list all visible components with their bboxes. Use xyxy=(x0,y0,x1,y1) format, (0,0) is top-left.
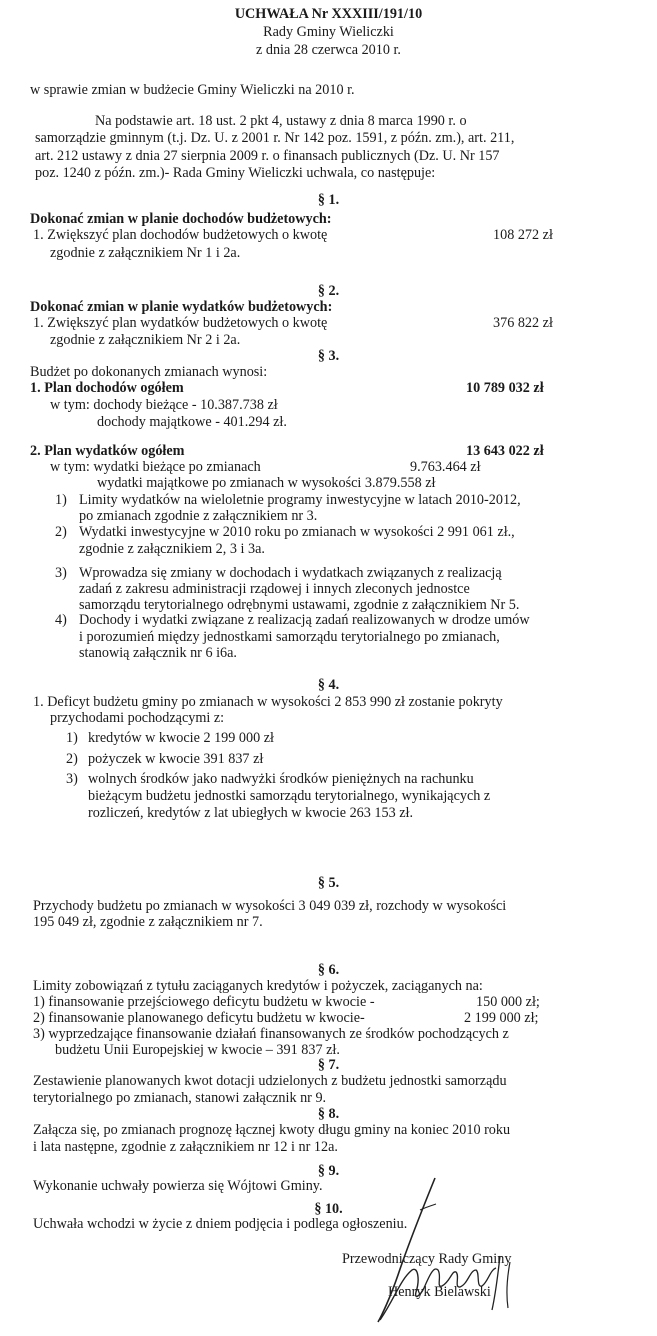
income-current: w tym: dochody bieżące - 10.387.738 zł xyxy=(50,397,278,413)
section-2-amount: 376 822 zł xyxy=(493,315,553,331)
section-1-line-2: zgodnie z załącznikiem Nr 1 i 2a. xyxy=(50,245,241,261)
s3-item-3-line-3: samorządu terytorialnego odrębnymi ustawami, zgodnie z załącznikiem Nr 5. xyxy=(79,597,520,613)
section-4-line-1: 1. Deficyt budżetu gminy po zmianach w wysokości 2 853 990 zł zostanie pokryty xyxy=(33,694,503,710)
preamble-line-3: art. 212 ustawy z dnia 27 sierpnia 2009 r. o finansach publicznych (Dz. U. Nr 157 xyxy=(35,148,500,164)
s4-item-2-line-1: pożyczek w kwocie 391 837 zł xyxy=(88,751,264,767)
section-6-intro: Limity zobowiązań z tytułu zaciąganych kredytów i pożyczek, zaciąganych na: xyxy=(33,978,483,994)
income-property: dochody majątkowe - 401.294 zł. xyxy=(97,414,287,430)
section-2-title: Dokonać zmian w planie wydatków budżetowych: xyxy=(30,299,333,315)
s3-item-4-num: 4) xyxy=(55,612,67,628)
section-7-line-2: terytorialnego po zmianach, stanowi załącznik nr 9. xyxy=(33,1090,327,1106)
section-10-line: Uchwała wchodzi w życie z dniem podjęcia i podlega ogłoszeniu. xyxy=(33,1216,408,1232)
s3-item-2-line-1: Wydatki inwestycyjne w 2010 roku po zmianach w wysokości 2 991 061 zł., xyxy=(79,524,515,540)
expense-current-amount: 9.763.464 zł xyxy=(410,459,481,475)
expense-plan-amount: 13 643 022 zł xyxy=(466,443,544,459)
section-5-heading: § 5. xyxy=(317,875,340,891)
s4-item-1-line-1: kredytów w kwocie 2 199 000 zł xyxy=(88,730,274,746)
section-6-item-1: 1) finansowanie przejściowego deficytu budżetu w kwocie - xyxy=(33,994,375,1010)
section-6-item-2-amount: 2 199 000 zł; xyxy=(464,1010,539,1026)
s4-item-3-line-3: rozliczeń, kredytów z lat ubiegłych w kwocie 263 153 zł. xyxy=(88,805,414,821)
resolution-title: UCHWAŁA Nr XXXIII/191/10 xyxy=(234,6,423,22)
income-plan-title: 1. Plan dochodów ogółem xyxy=(30,380,184,396)
s3-item-3-num: 3) xyxy=(55,565,67,581)
s3-item-3-line-1: Wprowadza się zmiany w dochodach i wydatkach związanych z realizacją xyxy=(79,565,502,581)
handwritten-signature xyxy=(360,1170,530,1330)
section-7-line-1: Zestawienie planowanych kwot dotacji udzielonych z budżetu jednostki samorządu xyxy=(33,1073,507,1089)
s4-item-2-num: 2) xyxy=(66,751,78,767)
preamble-line-4: poz. 1240 z późn. zm.)- Rada Gminy Wieliczki uchwala, co następuje: xyxy=(35,165,436,181)
section-2-heading: § 2. xyxy=(317,283,340,299)
section-2-line-1: 1. Zwiększyć plan wydatków budżetowych o kwotę xyxy=(33,315,328,331)
section-1-line-1: 1. Zwiększyć plan dochodów budżetowych o kwotę xyxy=(33,227,328,243)
s3-item-1-line-2: po zmianach zgodnie z załącznikiem nr 3. xyxy=(79,508,318,524)
section-8-line-1: Załącza się, po zmianach prognozę łącznej kwoty długu gminy na koniec 2010 roku xyxy=(33,1122,511,1138)
section-9-heading: § 9. xyxy=(317,1163,340,1179)
section-4-line-2: przychodami pochodzącymi z: xyxy=(50,710,225,726)
signatory-role: Przewodniczący Rady Gminy xyxy=(342,1251,512,1267)
resolution-date: z dnia 28 czerwca 2010 r. xyxy=(256,42,401,58)
signatory-name: Henryk Bielawski xyxy=(388,1284,491,1300)
income-plan-amount: 10 789 032 zł xyxy=(466,380,544,396)
expense-current: w tym: wydatki bieżące po zmianach xyxy=(50,459,261,475)
section-6-item-3-line-1: 3) wyprzedzające finansowanie działań finansowanych ze środków pochodzących z xyxy=(33,1026,509,1042)
section-5-line-2: 195 049 zł, zgodnie z załącznikiem nr 7. xyxy=(33,914,263,930)
preamble-line-2: samorządzie gminnym (t.j. Dz. U. z 2001 r. Nr 142 poz. 1591, z późn. zm.), art. 211, xyxy=(35,130,515,146)
section-1-amount: 108 272 zł xyxy=(493,227,553,243)
s3-item-4-line-1: Dochody i wydatki związane z realizacją zadań realizowanych w drodze umów xyxy=(79,612,530,628)
section-10-heading: § 10. xyxy=(314,1201,343,1217)
s3-item-1-line-1: Limity wydatków na wieloletnie programy inwestycyjne w latach 2010-2012, xyxy=(79,492,521,508)
section-1-heading: § 1. xyxy=(317,192,340,208)
issuer: Rady Gminy Wieliczki xyxy=(263,24,394,40)
s3-item-4-line-2: i porozumień między jednostkami samorządu terytorialnego po zmianach, xyxy=(79,629,500,645)
s3-item-1-num: 1) xyxy=(55,492,67,508)
s4-item-1-num: 1) xyxy=(66,730,78,746)
section-6-item-1-amount: 150 000 zł; xyxy=(476,994,540,1010)
section-6-heading: § 6. xyxy=(317,962,340,978)
section-8-heading: § 8. xyxy=(317,1106,340,1122)
section-3-heading: § 3. xyxy=(317,348,340,364)
expense-property: wydatki majątkowe po zmianach w wysokości 3.879.558 zł xyxy=(97,475,436,491)
section-1-title: Dokonać zmian w planie dochodów budżetowych: xyxy=(30,211,332,227)
s3-item-2-num: 2) xyxy=(55,524,67,540)
s3-item-4-line-3: stanowią załącznik nr 6 i6a. xyxy=(79,645,237,661)
preamble-line-1: Na podstawie art. 18 ust. 2 pkt 4, ustawy z dnia 8 marca 1990 r. o xyxy=(95,113,467,129)
section-4-heading: § 4. xyxy=(317,677,340,693)
section-8-line-2: i lata następne, zgodnie z załącznikiem nr 12 i nr 12a. xyxy=(33,1139,338,1155)
section-9-line: Wykonanie uchwały powierza się Wójtowi Gminy. xyxy=(33,1178,323,1194)
s4-item-3-line-2: bieżącym budżetu jednostki samorządu terytorialnego, wynikających z xyxy=(88,788,491,804)
section-6-item-3-line-2: budżetu Unii Europejskiej w kwocie – 391 837 zł. xyxy=(55,1042,340,1058)
section-7-heading: § 7. xyxy=(317,1057,340,1073)
s3-item-2-line-2: zgodnie z załącznikiem 2, 3 i 3a. xyxy=(79,541,265,557)
subject-line: w sprawie zmian w budżecie Gminy Wieliczki na 2010 r. xyxy=(30,82,355,98)
s4-item-3-num: 3) xyxy=(66,771,78,787)
section-5-line-1: Przychody budżetu po zmianach w wysokości 3 049 039 zł, rozchody w wysokości xyxy=(33,898,507,914)
s3-item-3-line-2: zadań z zakresu administracji rządowej i innych zleconych jednostce xyxy=(79,581,470,597)
expense-plan-title: 2. Plan wydatków ogółem xyxy=(30,443,185,459)
section-6-item-2: 2) finansowanie planowanego deficytu budżetu w kwocie- xyxy=(33,1010,365,1026)
s4-item-3-line-1: wolnych środków jako nadwyżki środków pieniężnych na rachunku xyxy=(88,771,474,787)
section-2-line-2: zgodnie z załącznikiem Nr 2 i 2a. xyxy=(50,332,241,348)
section-3-intro: Budżet po dokonanych zmianach wynosi: xyxy=(30,364,268,380)
